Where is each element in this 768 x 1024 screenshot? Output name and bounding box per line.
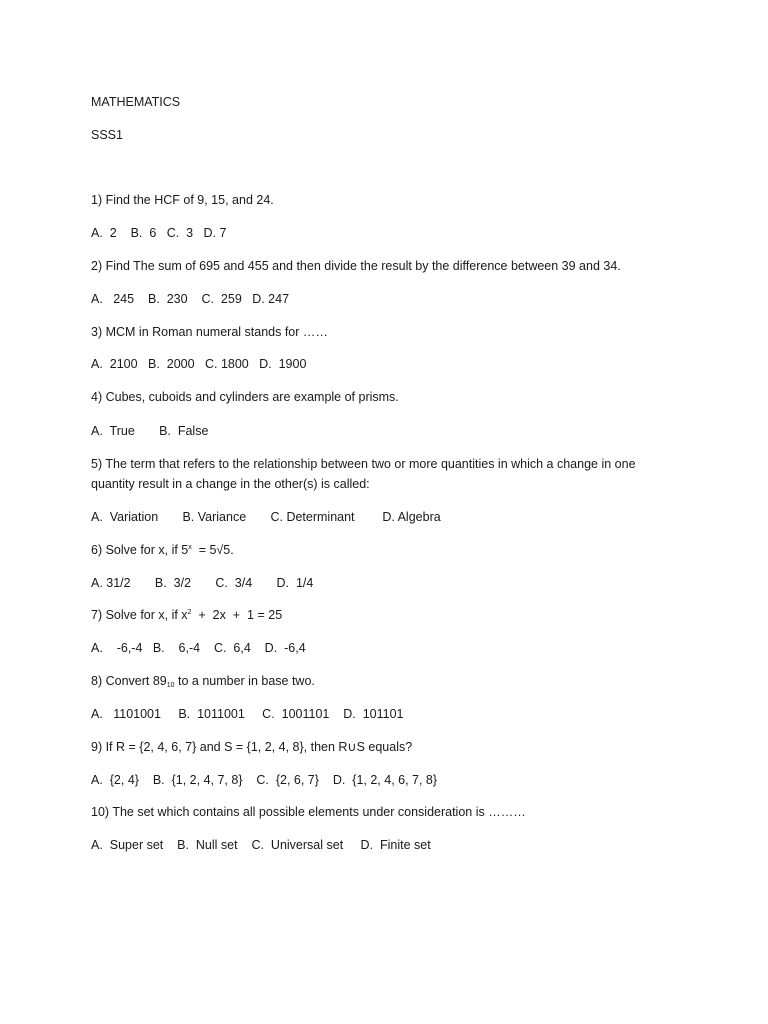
question-7-text-end: + 2x + 1 = 25 bbox=[191, 608, 283, 622]
question-6 bbox=[91, 542, 234, 558]
options-6: A. 31/2 B. 3/2 C. 3/4 D. 1/4 bbox=[91, 576, 314, 590]
question-7-text: 7) Solve for x, if x bbox=[91, 608, 188, 622]
question-5: 5) The term that refers to the relationship between two or more quantities in which a change in one quantity result in a change in the other(s) is called: bbox=[91, 457, 636, 491]
question-6-text: 6) Solve for x, if 5 bbox=[91, 543, 189, 557]
question-8-text-end: to a number in base two. bbox=[174, 674, 315, 688]
question-6-text-end: = 5√5. bbox=[191, 543, 234, 557]
question-2: 2) Find The sum of 695 and 455 and then divide the result by the difference between 39 and 34. bbox=[91, 259, 621, 273]
question-7-exponent: 2 bbox=[187, 609, 192, 616]
question-7 bbox=[91, 607, 282, 623]
question-1: 1) Find the HCF of 9, 15, and 24. bbox=[91, 193, 274, 207]
question-9: 9) If R = {2, 4, 6, 7} and S = {1, 2, 4, 8}, then R∪S equals? bbox=[91, 740, 413, 754]
question-4: 4) Cubes, cuboids and cylinders are example of prisms. bbox=[91, 390, 399, 404]
options-9: A. {2, 4} B. {1, 2, 4, 7, 8} C. {2, 6, 7} D. {1, 2, 4, 6, 7, 8} bbox=[91, 773, 438, 787]
options-2: A. 245 B. 230 C. 259 D. 247 bbox=[91, 292, 290, 306]
options-10: A. Super set B. Null set C. Universal set D. Finite set bbox=[91, 838, 431, 852]
question-6-exponent: x bbox=[188, 544, 192, 551]
subject-heading: MATHEMATICS bbox=[91, 95, 181, 109]
question-8-base: 10 bbox=[166, 682, 175, 689]
class-level: SSS1 bbox=[91, 128, 123, 142]
options-4: A. True B. False bbox=[91, 424, 209, 438]
options-1: A. 2 B. 6 C. 3 D. 7 bbox=[91, 226, 227, 240]
options-7: A. -6,-4 B. 6,-4 C. 6,4 D. -6,4 bbox=[91, 641, 306, 655]
options-5: A. Variation B. Variance C. Determinant D. Algebra bbox=[91, 510, 441, 524]
question-3: 3) MCM in Roman numeral stands for …… bbox=[91, 325, 328, 339]
question-8 bbox=[91, 673, 315, 689]
question-10: 10) The set which contains all possible elements under consideration is ……… bbox=[91, 805, 526, 819]
options-3: A. 2100 B. 2000 C. 1800 D. 1900 bbox=[91, 357, 307, 371]
options-8: A. 1101001 B. 1011001 C. 1001101 D. 101101 bbox=[91, 707, 404, 721]
question-8-text: 8) Convert 89 bbox=[91, 674, 167, 688]
